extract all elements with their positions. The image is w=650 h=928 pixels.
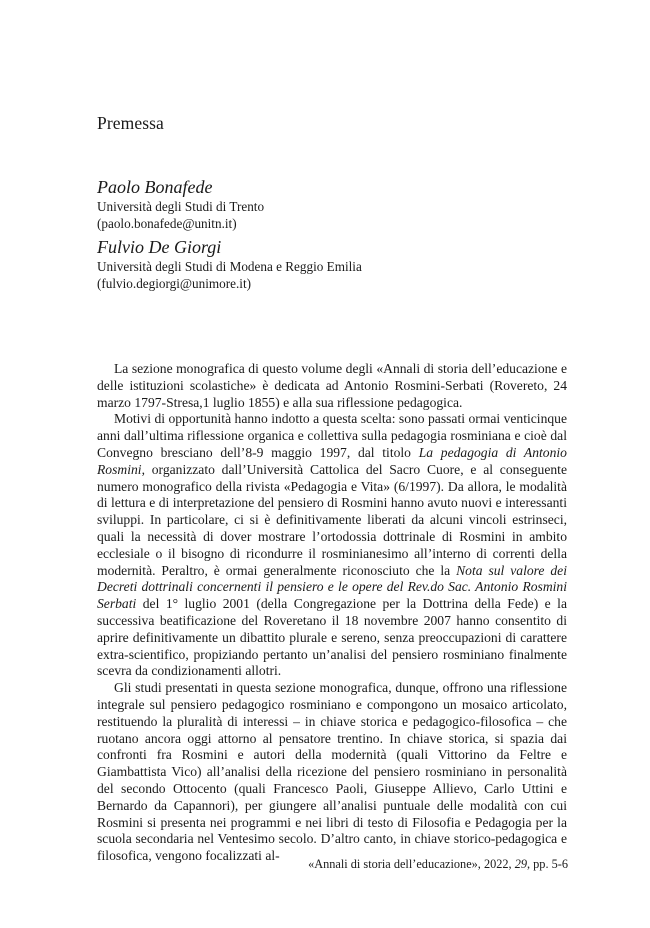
author-block-bonafede — [97, 176, 577, 232]
paragraph-2-text: , organizzato dall’Università Cattolica del Sacro Cuore, e al conseguente numero monografico della rivista «Pedagogia e Vita» (6/1997). Da allora, le modalità di lettura e di interpretazione del pensiero di Rosmini hanno avuto nuovi e interessanti sviluppi. In particolare, ci si è definitivamente liberati da alcuni vincoli estrinseci, quali la necessità di dover mostrare l’ortodossia dottrinale di Rosmini in ambito ecclesiale o il bisogno di ricondurre il rosminianesimo all’interno di correnti della modernità. Peraltro, è ormai generalmente riconosciuto che la — [97, 461, 567, 578]
paragraph-2-text: Motivi di opportunità hanno indotto a questa scelta: sono passati ormai venticinque anni dall’ultima riflessione organica e collettiva sulla pedagogia rosminiana e cioè dal Convegno bresciano dell’8-9 maggio 1997, dal titolo — [97, 411, 567, 460]
section-heading: Premessa — [97, 113, 164, 133]
page-footer — [308, 857, 568, 872]
footer-volume: 29 — [514, 857, 527, 871]
book-title: La pedagogia di Antonio Rosmini — [97, 444, 567, 477]
document-title: Nota sul valore dei Decreti dottrinali concernenti il pensiero e le opere del Rev.do Sac. Antonio Rosmini Serbati — [97, 562, 567, 612]
author-name: Paolo Bonafede — [97, 177, 213, 197]
author-affiliation: Università degli Studi di Trento — [97, 199, 265, 214]
author-name: Fulvio De Giorgi — [97, 237, 222, 257]
author-block-degiorgi — [97, 236, 577, 292]
author-email: (paolo.bonafede@unitn.it) — [97, 216, 237, 231]
paragraph-2 — [97, 411, 567, 680]
paragraph-3: Gli studi presentati in questa sezione monografica, dunque, offrono una riflessione integrale sul pensiero pedagogico rosminiano e compongono un mosaico articolato, restituendo la pluralità di interessi – in chiave storica e pedagogico-filosofica – che ruotano ancora oggi attorno al pensatore trentino. In chiave storica, si spazia dai confronti fra Rosmini e autori della modernità (quali Vittorino da Feltre e Giambattista Vico) all’analisi della ricezione del pensiero rosminiano in personalità del secondo Ottocento (quali Francesco Paoli, Giuseppe Allievo, Carlo Uttini e Bernardo da Capannori), per giungere all’analisi puntuale delle modalità con cui Rosmini si presenta nei programmi e nei libri di testo di Filosofia e Pedagogia per la scuola secondaria nel Ventesimo secolo. D’altro canto, in chiave storico-pedagogica e filosofica, vengono focalizzati al- — [97, 680, 567, 864]
paragraph-1: La sezione monografica di questo volume degli «Annali di storia dell’educazione e delle istituzioni scolastiche» è dedicata ad Antonio Rosmini-Serbati (Rovereto, 24 marzo 1797-Stresa,1 luglio 1855) e alla sua riflessione pedagogica. — [97, 361, 567, 410]
authors-block — [97, 176, 577, 292]
footer-journal: «Annali di storia dell’educazione», 2022, — [308, 857, 515, 871]
paragraph-2-text: del 1° luglio 2001 (della Congregazione per la Dottrina della Fede) e la successiva beatificazione del Roveretano il 18 novembre 2007 hanno consentito di aprire definitivamente un dibattito plurale e sereno, senza preoccupazioni di carattere extra-scientifico, propiziando pertanto un’analisi del pensiero rosminiano finalmente scevra da condizionamenti allotri. — [97, 596, 567, 679]
author-affiliation: Università degli Studi di Modena e Reggio Emilia — [97, 259, 362, 274]
footer-pages: , pp. 5-6 — [527, 857, 568, 871]
body-text — [97, 361, 567, 865]
author-email: (fulvio.degiorgi@unimore.it) — [97, 276, 252, 291]
